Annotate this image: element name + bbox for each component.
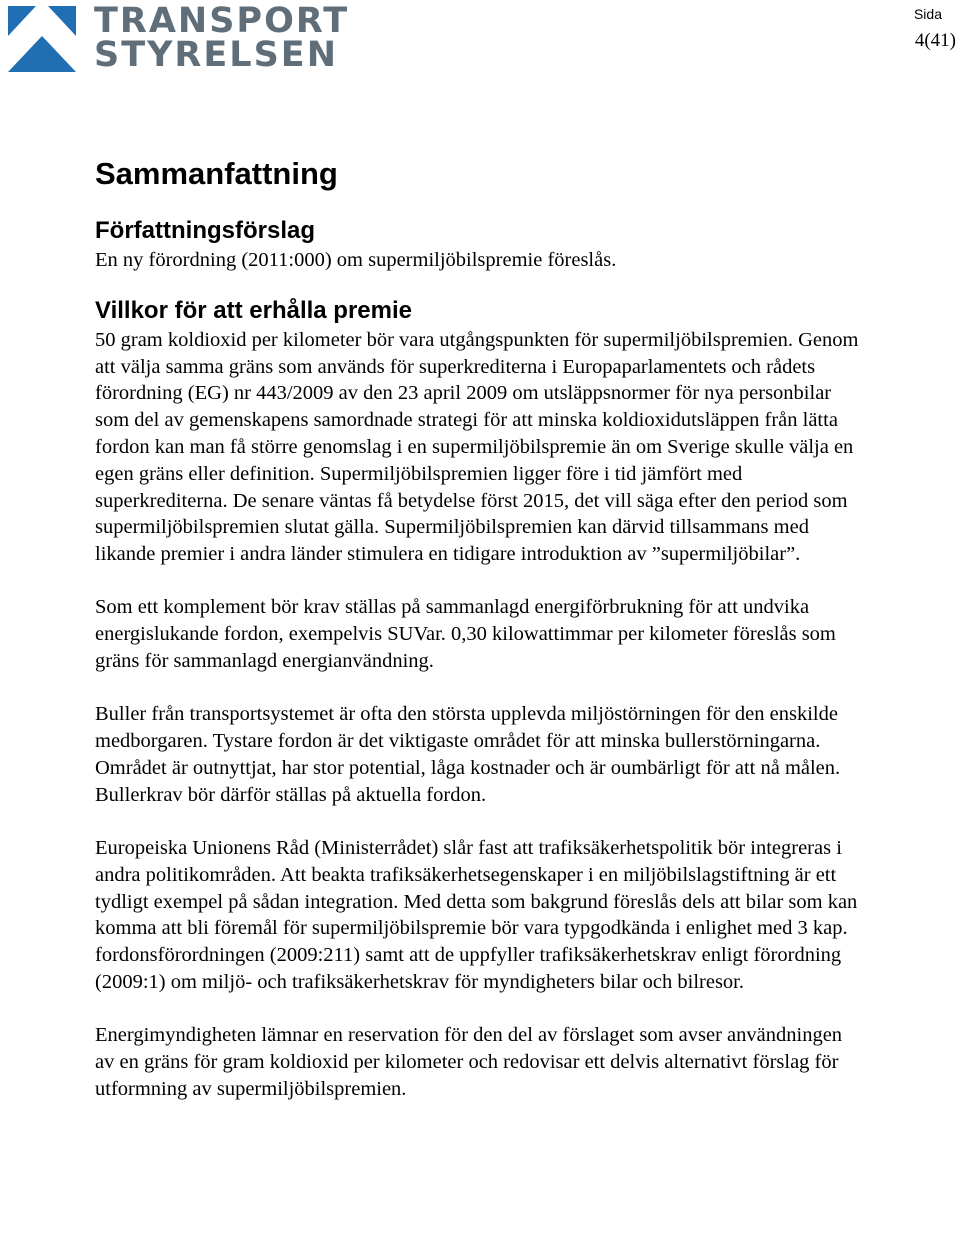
logo-line-2: STYRELSEN: [94, 35, 338, 75]
paragraph: En ny förordning (2011:000) om supermiljöbilspremie föreslås.: [95, 249, 617, 271]
transportstyrelsen-logo: [8, 1, 350, 75]
paragraph: 50 gram koldioxid per kilometer bör vara utgångspunkten för supermiljöbilspremien. Genom att välja samma gräns som används för superkrediterna i Europaparlamentets och rådets förordning (EG) nr 443/2009 av den 23 april 2009 om utsläppsnormer för nya personbilar som del av gemenskapens samordnade strategi för att minska koldioxidutsläppen från lätta fordon kan man få större genomslag i en supermiljöbilspremie än om Sverige skulle välja en egen gräns eller definition. Supermiljöbilspremien ligger före i tid jämfört med superkrediterna. De senare väntas få betydelse först 2015, det vill säga efter den period som supermiljöbilspremien slutat gälla. Supermiljöbilspremien kan därvid tillsammans med likande premier i andra länder stimulera en tidigare introduktion av ”supermiljöbilar”.: [95, 328, 859, 566]
section-villkor: [95, 296, 865, 1103]
paragraph: Som ett komplement bör krav ställas på sammanlagd energiförbrukning för att undvika energislukande fordon, exempelvis SUVar. 0,30 kilowattimmar per kilometer föreslås som gräns för sammanlagd energianvändning.: [95, 596, 836, 673]
logo-line-1: TRANSPORT: [94, 1, 350, 41]
paragraph: Energimyndigheten lämnar en reservation för den del av förslaget som avser användningen av en gräns för gram koldioxid per kilometer och redovisar ett delvis alternativt förslag för utformning av supermiljöbilspremien.: [95, 1024, 843, 1100]
section-heading: Villkor för att erhålla premie: [95, 296, 413, 324]
paragraph: Europeiska Unionens Råd (Ministerrådet) slår fast att trafiksäkerhetspolitik bör integreras i andra politikområden. Att beakta trafiksäkerhetsegenskaper i en miljöbilslagstiftning är ett tydligt exempel på sådan integration. Med detta som bakgrund föreslås dels att bilar som kan komma att bli föremål för supermiljöbilspremie bör vara typgodkända i enlighet med 3 kap. fordonsförordningen (2009:211) samt att de uppfyller trafiksäkerhetskrav enligt förordning (2009:1) om miljö- och trafiksäkerhetskrav för myndigheters bilar och bilresor.: [95, 837, 858, 994]
page-title: Sammanfattning: [95, 156, 338, 191]
page-label: Sida: [913, 6, 942, 22]
logo-wordmark: [94, 1, 350, 75]
document-body: [95, 154, 865, 1103]
paragraph: Buller från transportsystemet är ofta den största upplevda miljöstörningen för den enskilde medborgaren. Tystare fordon är det viktigaste området för att minska bullerstörningarna. Området är outnyttjat, har stor potential, låga kostnader och är oumbärligt för att nå målen. Bullerkrav bör därför ställas på aktuella fordon.: [95, 703, 841, 806]
section-heading: Författningsförslag: [95, 217, 315, 244]
page-number: 4(41): [914, 30, 956, 51]
section-forfattningsforslag: [95, 216, 865, 274]
logo-mark-icon: [8, 6, 76, 72]
